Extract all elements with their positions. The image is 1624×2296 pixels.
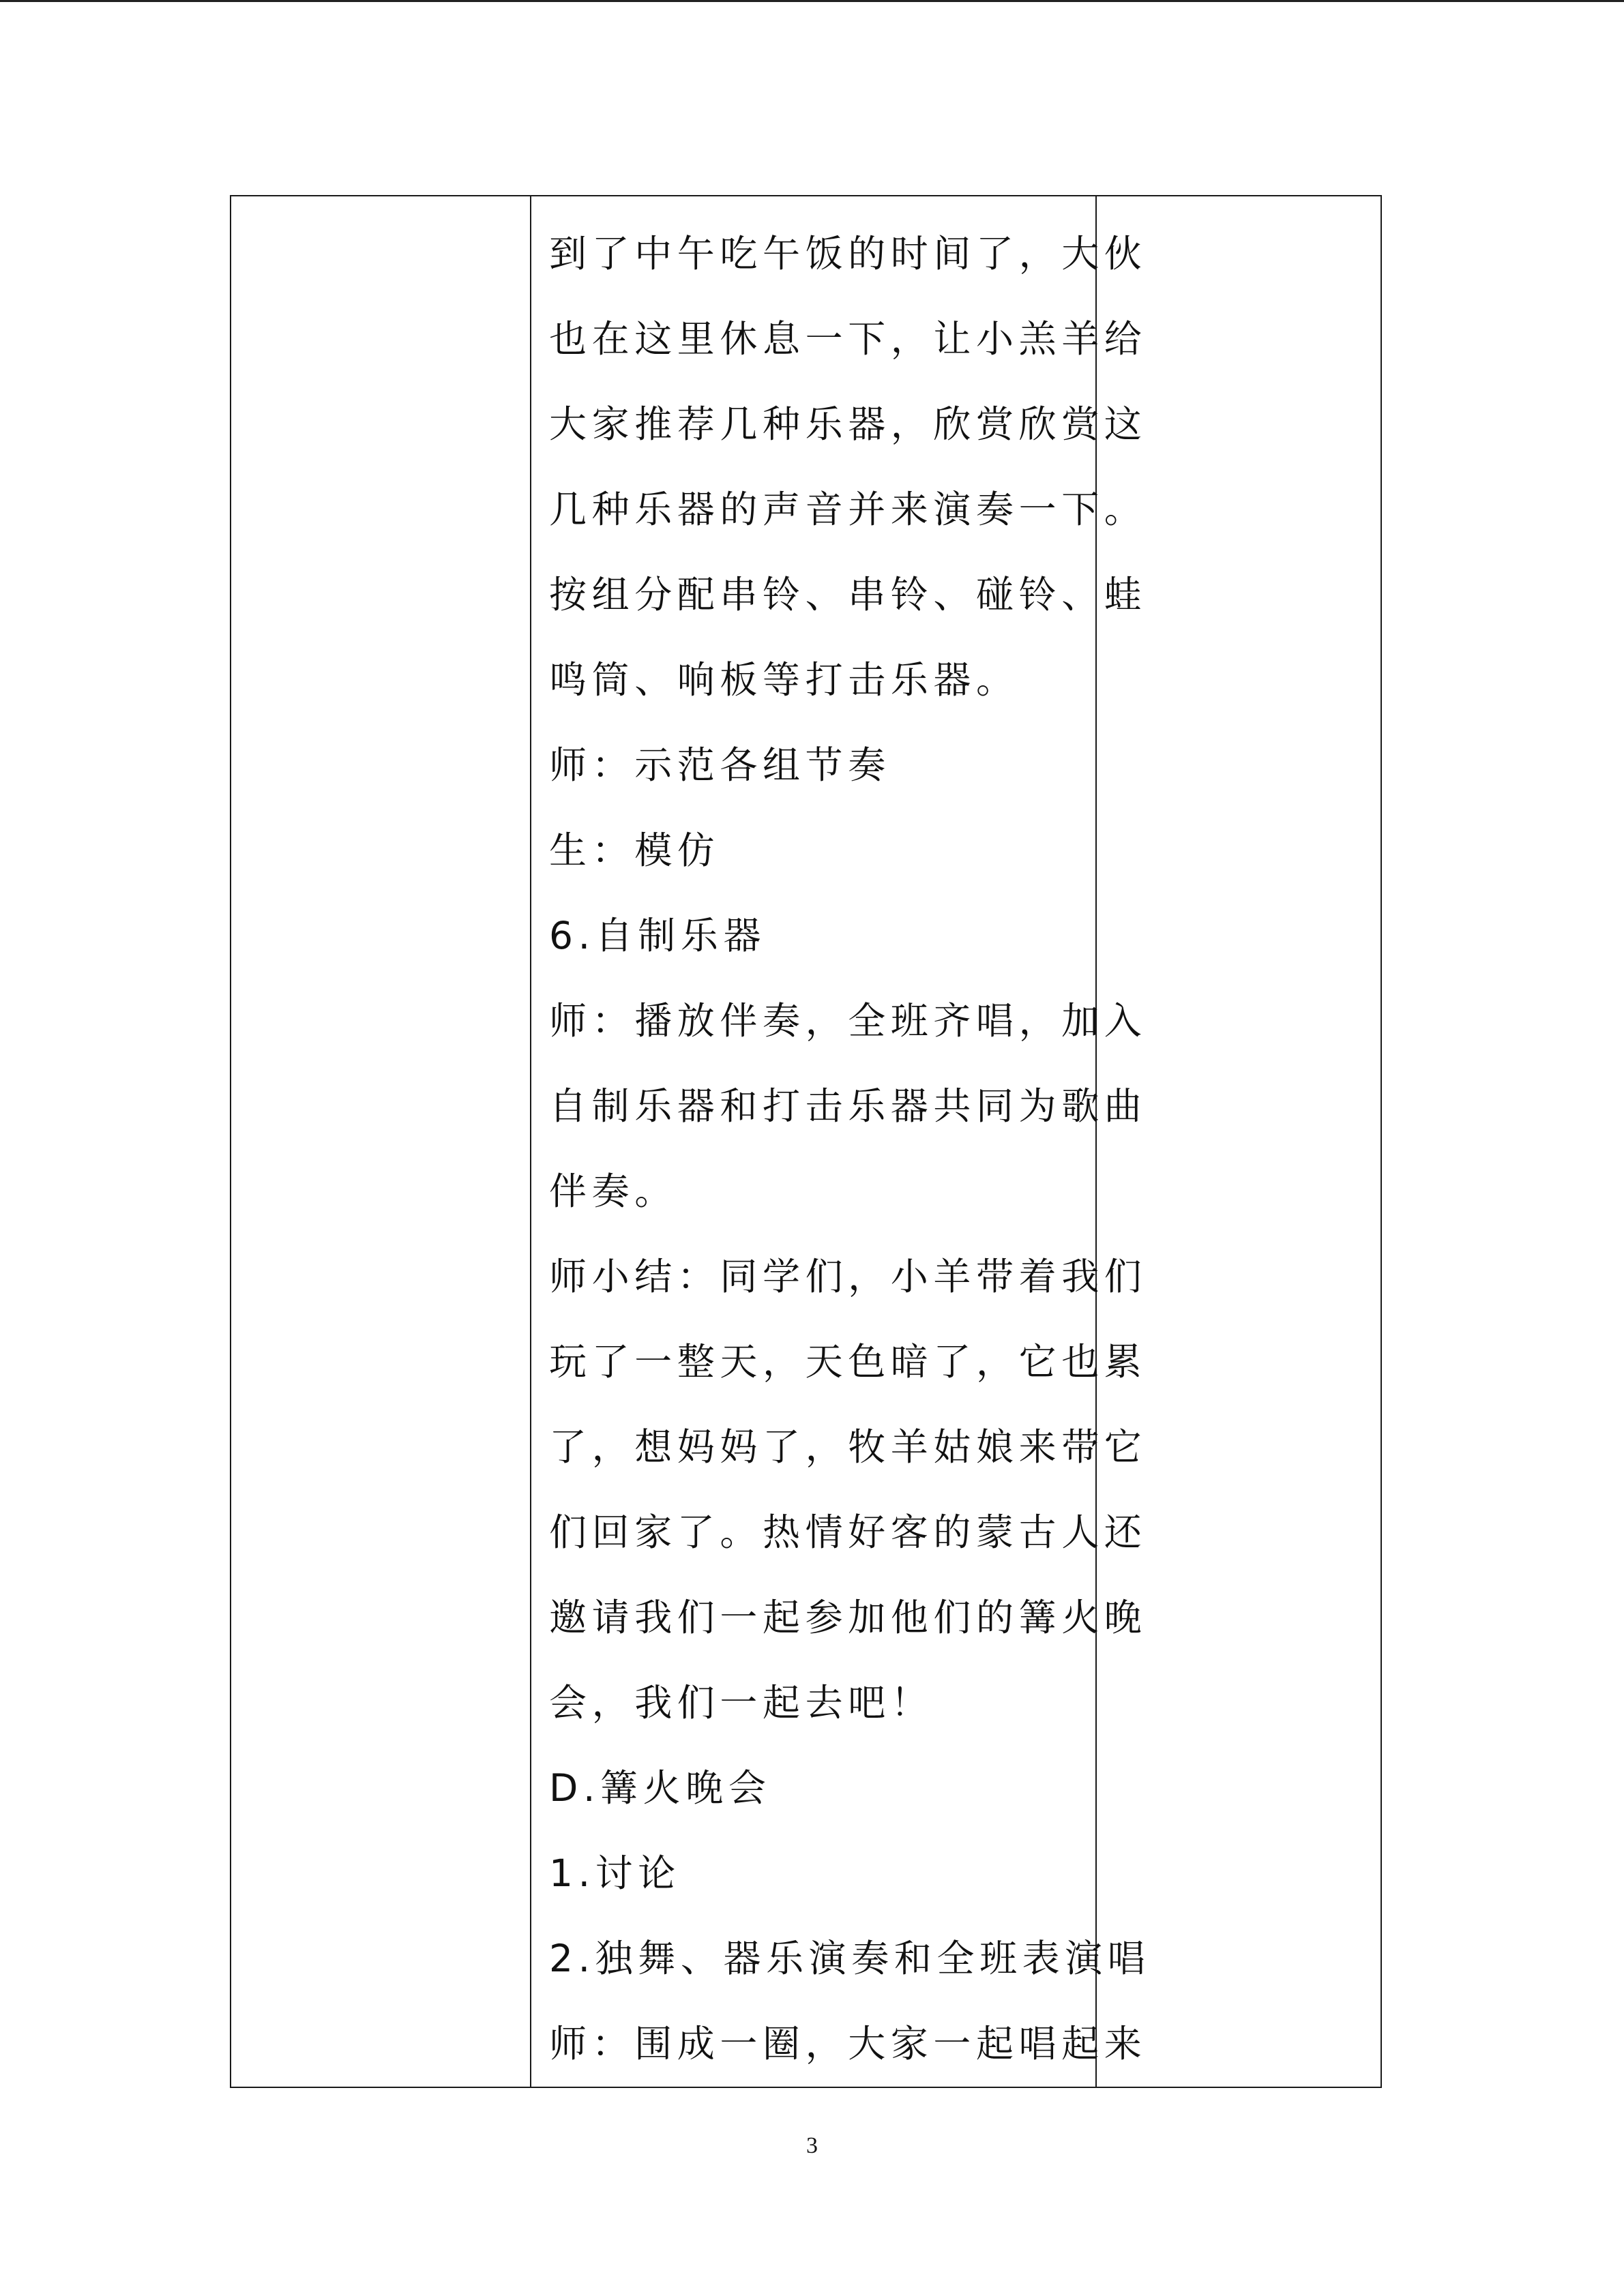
text-line: 大家推荐几种乐器，欣赏欣赏这 — [549, 402, 1147, 446]
text-line: 师小结：同学们，小羊带着我们 — [549, 1255, 1147, 1298]
text-line: 了，想妈妈了，牧羊姑娘来带它 — [549, 1425, 1147, 1469]
text-line: 到了中午吃午饭的时间了，大伙 — [549, 232, 1147, 275]
section-heading: 6.自制乐器 — [549, 914, 767, 957]
page-number: 3 — [806, 2133, 818, 2158]
lesson-plan-table — [230, 195, 1382, 2088]
section-heading: D.篝火晚会 — [549, 1766, 771, 1810]
text-line: 鸣筒、响板等打击乐器。 — [549, 658, 1019, 702]
left-column-cell — [231, 196, 531, 2087]
text-line: 也在这里休息一下，让小羔羊给 — [549, 317, 1147, 361]
text-line: 邀请我们一起参加他们的篝火晚 — [549, 1596, 1147, 1639]
text-line: 生：模仿 — [549, 829, 720, 872]
text-line: 会，我们一起去吧！ — [549, 1681, 934, 1725]
top-border-line — [0, 0, 1624, 2]
content-text-block — [531, 196, 1151, 2087]
text-line: 几种乐器的声音并来演奏一下。 — [549, 488, 1147, 531]
table-row — [231, 196, 1381, 2087]
text-line: 师：围成一圈，大家一起唱起来 — [549, 2022, 1147, 2066]
text-line: 按组分配串铃、串铃、碰铃、蛙 — [549, 573, 1147, 616]
text-line: 玩了一整天，天色暗了，它也累 — [549, 1340, 1147, 1384]
text-line: 自制乐器和打击乐器共同为歌曲 — [549, 1084, 1147, 1128]
section-heading: 1.讨论 — [549, 1851, 681, 1895]
text-line: 们回家了。热情好客的蒙古人还 — [549, 1510, 1147, 1554]
text-line: 师：播放伴奏，全班齐唱，加入 — [549, 999, 1147, 1043]
right-column-cell — [1096, 196, 1381, 2087]
section-heading: 2.独舞、器乐演奏和全班表演唱 — [549, 1937, 1151, 1980]
content-column-cell — [531, 196, 1151, 2087]
text-line: 伴奏。 — [549, 1169, 677, 1213]
text-line: 师：示范各组节奏 — [549, 743, 891, 787]
